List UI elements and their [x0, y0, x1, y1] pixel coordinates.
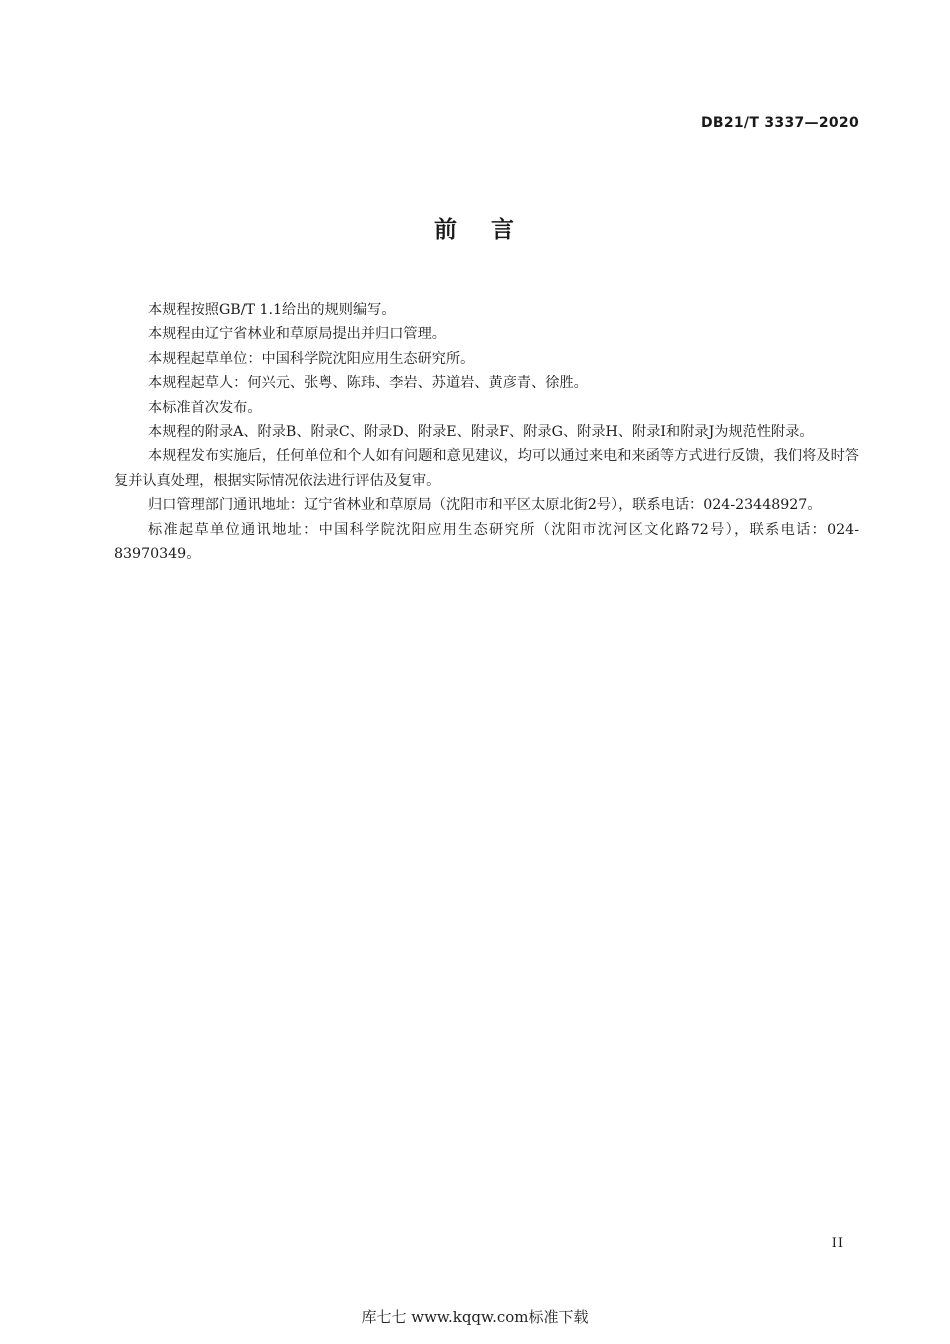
foreword-body [114, 298, 859, 566]
title-char-2: 言 [491, 217, 516, 243]
paragraph-proposer: 本规程由辽宁省林业和草原局提出并归口管理。 [148, 326, 446, 343]
paragraph-drafters: 本规程起草人：何兴元、张粤、陈玮、李岩、苏道岩、黄彦青、徐胜。 [148, 375, 588, 392]
paragraph-drafting-rules: 本规程按照GB/T 1.1给出的规则编写。 [148, 302, 396, 318]
title-char-1: 前 [434, 217, 459, 243]
paragraph-admin-address: 归口管理部门通讯地址：辽宁省林业和草原局（沈阳市和平区太原北街2号），联系电话：024-23448927。 [148, 497, 822, 514]
paragraph-appendices: 本规程的附录A、附录B、附录C、附录D、附录E、附录F、附录G、附录H、附录I和附录J为规范性附录。 [148, 424, 814, 441]
paragraph-first-release: 本标准首次发布。 [148, 399, 262, 416]
page-title [0, 211, 950, 244]
paragraph-feedback: 本规程发布实施后，任何单位和个人如有问题和意见建议，均可以通过来电和来函等方式进行反馈，我们将及时答复并认真处理，根据实际情况依法进行评估及复审。 [114, 448, 859, 489]
paragraph-drafting-unit: 本规程起草单位：中国科学院沈阳应用生态研究所。 [148, 350, 475, 367]
paragraph-drafter-address: 标准起草单位通讯地址：中国科学院沈阳应用生态研究所（沈阳市沈河区文化路72号），联系电话：024-83970349。 [114, 521, 859, 563]
watermark-text: 库七七 www.kqqw.com标准下载 [361, 1308, 589, 1326]
page-number: II [831, 1236, 844, 1251]
document-code: DB21/T 3337—2020 [700, 115, 859, 131]
